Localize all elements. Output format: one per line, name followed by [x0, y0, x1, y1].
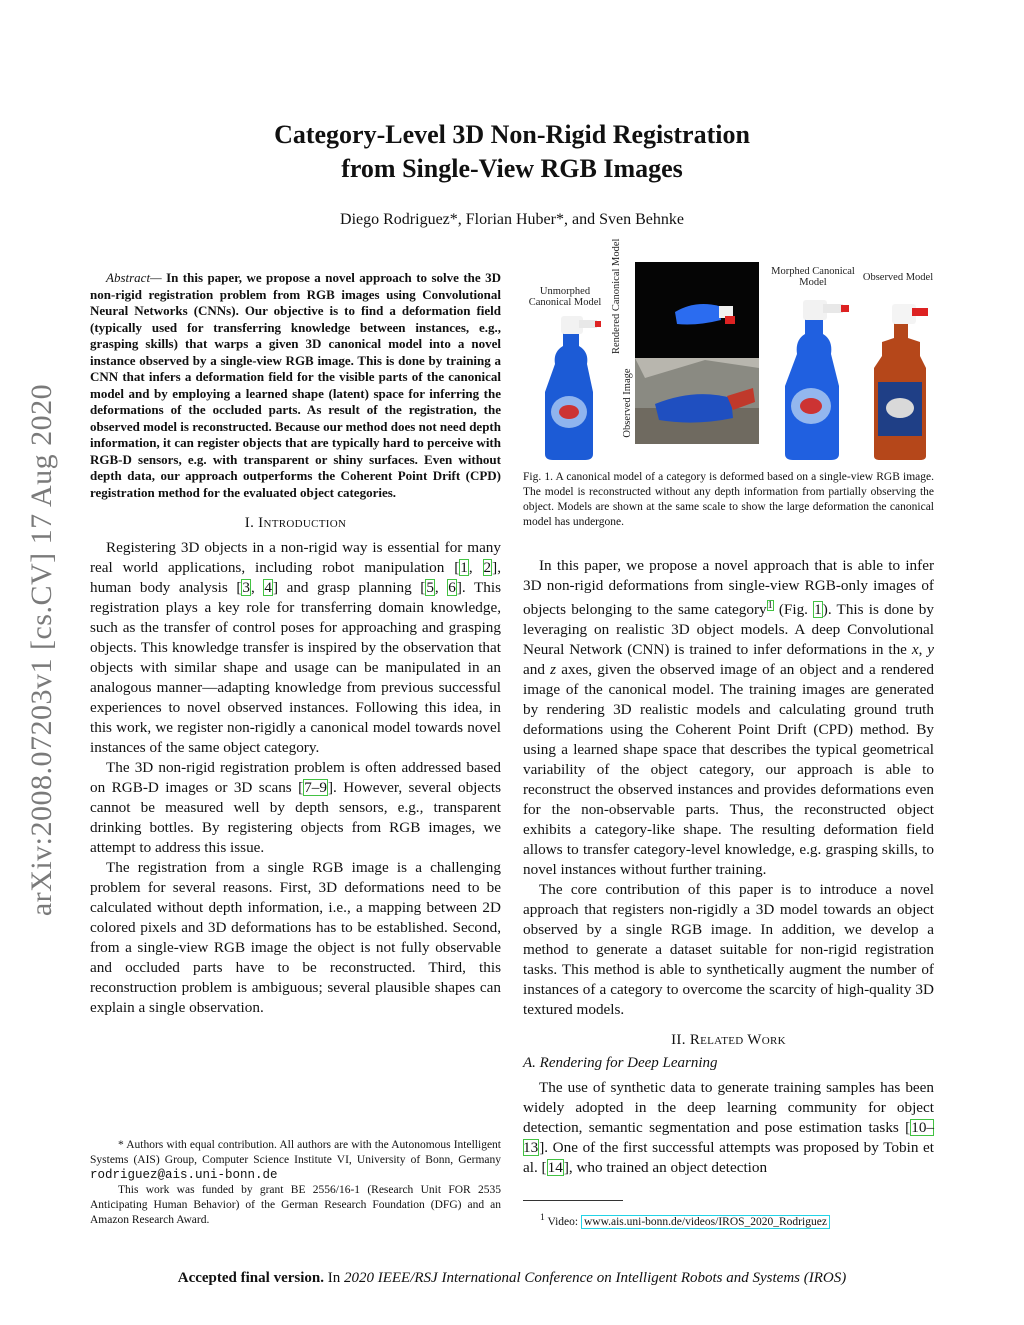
- intro-paragraph-3: The registration from a single RGB image is a challenging problem for several reasons. First, 3D deformations need to be calculated without depth information, i.e., a mapping between 2D colored pixels and 3D deformations has to be established. Second, from a single-view RGB image the object is not fully observable and occluded parts have to be reconstructed. Third, this reconstruction problem is ambiguous; several plausible shapes can explain a single observation.: [90, 859, 501, 1016]
- math-symbol: y: [927, 641, 934, 659]
- observed-rgb-image: [635, 358, 759, 444]
- citation-link[interactable]: 2: [483, 559, 492, 576]
- abstract-dash: —: [150, 270, 162, 285]
- footnote-number: 1: [540, 1212, 545, 1223]
- text-run: The 3D non-rigid registration problem is often addressed based on RGB-D images or 3D scans [: [90, 759, 501, 796]
- intro-paragraph-1: [90, 538, 501, 758]
- text-run: ]. One of the first successful attempts was proposed by Tobin et al. [: [523, 1139, 934, 1177]
- introduction-body: [90, 538, 501, 1018]
- text-run: ,: [434, 579, 448, 596]
- label-unmorphed-model: Unmorphed Canonical Model: [528, 286, 602, 308]
- text-run: ,: [918, 641, 928, 659]
- citation-link[interactable]: 7–9: [304, 779, 327, 796]
- footnote-video: [540, 1212, 830, 1228]
- text-run: ], who trained an object detection: [563, 1159, 768, 1177]
- left-column: [90, 270, 501, 1018]
- right-paragraph-2: The core contribution of this paper is to introduce a novel approach that registers non-rigidly a 3D model towards an object observed by a single RGB image. In addition, we develop a method to generate a dataset suitable for non-rigid registration tasks. This method is able to synthetically augment the number of instances of a category to overcome the scarcity of high-quality 3D textured models.: [523, 881, 934, 1019]
- citation-link[interactable]: 4: [264, 579, 272, 596]
- citation-link[interactable]: 5: [426, 579, 434, 596]
- text-run: ,: [250, 579, 264, 596]
- text-run: Registering 3D objects in a non-rigid way is essential for many real world applications, including robot manipulation [: [90, 539, 501, 576]
- abstract-label: Abstract: [106, 270, 151, 285]
- publication-venue: 2020 IEEE/RSJ International Conference on Intelligent Robots and Systems (IROS): [343, 1270, 847, 1286]
- label-rendered-canonical: Rendered Canonical Model: [611, 238, 622, 354]
- text-run: axes, given the observed image of an object and a rendered image of the canonical model. The training images are generated by rendering 3D realistic models and calculating ground truth deformations using the Coherent Point Drift (CPD) method. By using a learned shape space that describes the typical geometrical variability of the object category, our approach is able to reconstruct the observed instances and provides deformations even for the non-observable parts. Thus, the reconstructed object exhibits a category-like shape. The resulting deformation field allows to transfer category-level knowledge, e.g. grasping skills, to novel instances without further training.: [523, 661, 934, 879]
- subsection-heading-rendering: A. Rendering for Deep Learning: [523, 1055, 718, 1072]
- video-url-link[interactable]: www.ais.uni-bonn.de/videos/IROS_2020_Rodriguez: [581, 1215, 830, 1229]
- unmorphed-bottle-image: [535, 312, 605, 462]
- figure-1: [523, 238, 934, 462]
- rendered-canonical-image: [635, 262, 759, 358]
- citation-link[interactable]: 10–13: [523, 1119, 934, 1157]
- arxiv-sidebar: [20, 350, 64, 950]
- math-symbol: x: [911, 641, 919, 659]
- abstract: [90, 270, 501, 501]
- text-run: ]. This registration plays a key role for transferring domain knowledge, such as the transfer of control poses for approaching and grasping objects. This knowledge transfer is inspired by the observation that objects with similar shape and usage can be manipulated in an analogous manner—adapting knowledge from previous successful experiences to novel observed instances. Following this idea, in this work, we register non-rigidly a canonical model towards novel instances of the same object category.: [90, 579, 502, 756]
- text-run: ). This is done by leveraging on realistic 3D object models. A deep Convolutional Neural Network (CNN) is trained to infer deformations in the: [523, 601, 934, 659]
- citation-link[interactable]: 1: [460, 559, 468, 576]
- label-observed-model: Observed Model: [862, 272, 934, 283]
- text-run: ,: [468, 559, 483, 576]
- footnote-marker-link[interactable]: 1: [767, 600, 773, 611]
- footnote-funding: This work was funded by grant BE 2556/16-1 (Research Unit FOR 2535 Anticipating Human Behavior) of the German Research Foundation (DFG) and an Amazon Research Award.: [90, 1184, 501, 1226]
- citation-link[interactable]: 3: [242, 579, 250, 596]
- figure-reference-link[interactable]: 1: [814, 601, 822, 619]
- author-list: Diego Rodriguez*, Florian Huber*, and Sven Behnke: [340, 211, 684, 228]
- section-heading-related-work: II. Related Work: [671, 1032, 786, 1049]
- morphed-bottle-image: [775, 294, 855, 462]
- citation-link[interactable]: 6: [448, 579, 456, 596]
- publication-note-text: In: [323, 1270, 344, 1286]
- footnote-authors: [90, 1138, 501, 1228]
- text-run: ]. However, several objects cannot be measured well by depth sensors, e.g., transparent drinking bottles. By registering objects from RGB images, we attempt to address this issue.: [90, 779, 501, 856]
- section-heading-introduction: I. Introduction: [244, 515, 347, 531]
- title-line-1: Category-Level 3D Non-Rigid Registration: [274, 120, 750, 149]
- email-link[interactable]: rodriguez@ais.uni-bonn.de: [90, 1168, 278, 1182]
- footnote-affiliation: [90, 1138, 501, 1183]
- math-symbol: z: [550, 661, 557, 679]
- text-run: ] and grasp planning [: [272, 579, 426, 596]
- label-observed-image: Observed Image: [622, 368, 633, 438]
- paper-title: [0, 118, 1024, 186]
- footnote-label: Video:: [547, 1215, 581, 1228]
- title-line-2: from Single-View RGB Images: [341, 154, 683, 183]
- footnote-divider: [523, 1200, 623, 1201]
- observed-bottle-image: [868, 298, 934, 462]
- label-morphed-model: Morphed Canonical Model: [771, 266, 855, 288]
- publication-note: [0, 1270, 1024, 1287]
- text-run: ], human body analysis [: [90, 559, 501, 596]
- abstract-text: In this paper, we propose a novel approach to solve the 3D non-rigid registration problem from RGB images using Convolutional Neural Networks (CNNs). Our objective is to find a deformation field (typically used for transferring knowledge between instances, e.g., grasping skills) that warps a given 3D canonical model into a novel instance observed by a single-view RGB image. This is done by training a CNN that infers a deformation field for the visible parts of the canonical model and by employing a learned shape (latent) space for inferring the deformations of the occluded parts. As result of the registration, the observed model is reconstructed. Because our method does not need depth information, it can register objects that are typically hard to perceive with RGB-D sensors, e.g. with transparent or shiny surfaces. Even without depth data, our approach outperforms the Coherent Point Drift (CPD) registration method for the evaluated object categories.: [90, 270, 501, 500]
- arxiv-id: arXiv:2008.07203v1 [cs.CV] 17 Aug 2020: [25, 383, 59, 917]
- text-run: The use of synthetic data to generate training samples has been widely adopted in the deep learning community for object detection, semantic segmentation and pose estimation tasks [: [523, 1079, 934, 1137]
- right-paragraph-3: [523, 1078, 934, 1178]
- text-run: In this paper, we propose a novel approach that is able to infer 3D non-rigid deformations from single-view RGB-only images of objects belonging to the same category: [523, 557, 934, 619]
- text-run: and: [523, 661, 551, 679]
- right-paragraph-1: [523, 556, 934, 880]
- text-run: (Fig.: [773, 601, 814, 619]
- citation-link[interactable]: 14: [547, 1159, 563, 1177]
- publication-note-bold: Accepted final version.: [177, 1270, 324, 1286]
- figure-1-caption: Fig. 1. A canonical model of a category is deformed based on a single-view RGB image. The model is reconstructed without any depth information from partially observing the object. Models are shown at the same scale to show the large deformation the canonical model has undergone.: [523, 471, 934, 528]
- text-run: * Authors with equal contribution. All authors are with the Autonomous Intelligent Systems (AIS) Group, Computer Science Institute VI, University of Bonn, Germany: [90, 1139, 501, 1166]
- intro-paragraph-2: [90, 758, 501, 858]
- right-column: [523, 556, 934, 1178]
